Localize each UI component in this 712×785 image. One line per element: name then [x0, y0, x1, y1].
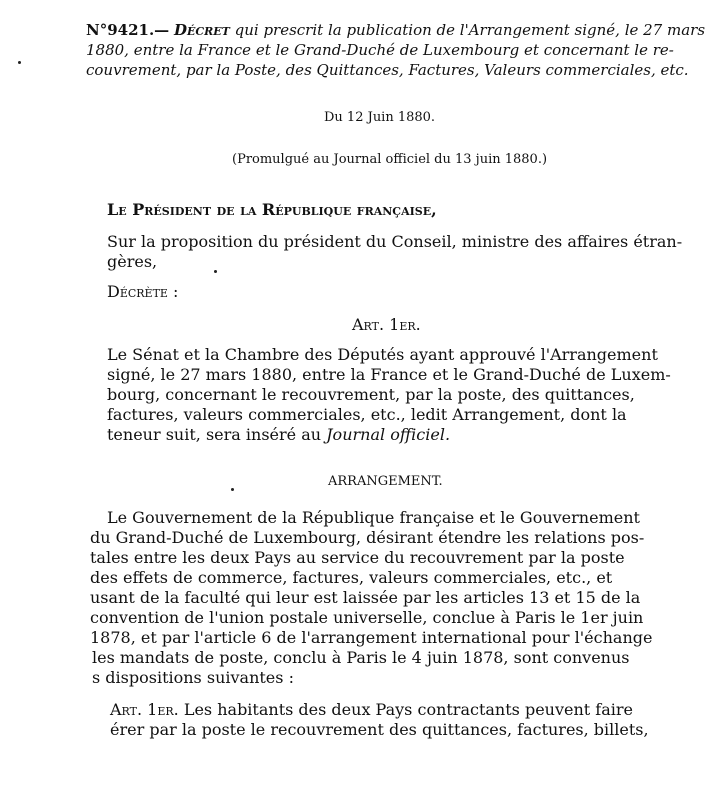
- decree-word: Décret: [173, 21, 230, 39]
- arrangement-line-4: des effets de commerce, factures, valeurs commerciales, etc., et: [90, 568, 613, 587]
- journal-officiel: Journal officiel.: [326, 425, 451, 444]
- arrangement-line-2: du Grand-Duché de Luxembourg, désirant étendre les relations pos-: [90, 528, 645, 547]
- president-heading: Le Président de la République française,: [107, 200, 437, 219]
- arrangement-article-1-label: Art. 1er.: [110, 700, 179, 719]
- article-1-line-4: factures, valeurs commerciales, etc., ledit Arrangement, dont la: [107, 405, 627, 424]
- arrangement-article-1-text: Les habitants des deux Pays contractants peuvent faire: [183, 700, 633, 719]
- article-1-line-3: bourg, concernant le recouvrement, par la poste, des quittances,: [107, 385, 635, 404]
- decrete-label: Décrète :: [107, 282, 179, 301]
- decree-header-line-2: 1880, entre la France et le Grand-Duché de Luxembourg et concernant le re-: [86, 41, 674, 59]
- article-1-line-1: Le Sénat et la Chambre des Députés ayant approuvé l'Arrangement: [107, 345, 658, 364]
- article-1-line-5: [107, 425, 450, 445]
- article-1-line-2: signé, le 27 mars 1880, entre la France et le Grand-Duché de Luxem-: [107, 365, 671, 384]
- arrangement-line-6: convention de l'union postale universelle, conclue à Paris le 1er juin: [90, 608, 644, 627]
- arrangement-line-7: 1878, et par l'article 6 de l'arrangement international pour l'échange: [90, 628, 653, 647]
- decree-header-rest: qui prescrit la publication de l'Arrangement signé, le 27 mars: [234, 21, 706, 39]
- decree-header-line-1: [86, 20, 705, 40]
- date-line: Du 12 Juin 1880.: [324, 110, 436, 125]
- proposition-line-1: Sur la proposition du président du Conseil, ministre des affaires étran-: [107, 232, 683, 251]
- arrangement-line-8: les mandats de poste, conclu à Paris le 4 juin 1878, sont convenus: [92, 648, 630, 667]
- arrangement-line-9: s dispositions suivantes :: [92, 668, 294, 687]
- speck-mark: [18, 61, 21, 64]
- arrangement-line-3: tales entre les deux Pays au service du recouvrement par la poste: [90, 548, 625, 567]
- article-1-title: Art. 1er.: [352, 315, 421, 334]
- decree-header-line-3: couvrement, par la Poste, des Quittances, Factures, Valeurs commerciales, etc.: [86, 61, 689, 79]
- promulgation-line: (Promulgué au Journal officiel du 13 juin 1880.): [232, 152, 548, 167]
- speck-mark: [214, 270, 217, 273]
- arrangement-article-1-line-1: [110, 700, 633, 720]
- arrangement-line-5: usant de la faculté qui leur est laissée par les articles 13 et 15 de la: [90, 588, 641, 607]
- decree-number: N°9421.—: [86, 21, 170, 39]
- article-1-line-5-text: teneur suit, sera inséré au: [107, 425, 322, 444]
- proposition-line-2: gères,: [107, 252, 158, 271]
- arrangement-line-1: Le Gouvernement de la République française et le Gouvernement: [107, 508, 640, 527]
- speck-mark: [231, 488, 234, 491]
- arrangement-title: ARRANGEMENT.: [328, 474, 443, 489]
- arrangement-article-1-line-2: érer par la poste le recouvrement des quittances, factures, billets,: [110, 720, 649, 739]
